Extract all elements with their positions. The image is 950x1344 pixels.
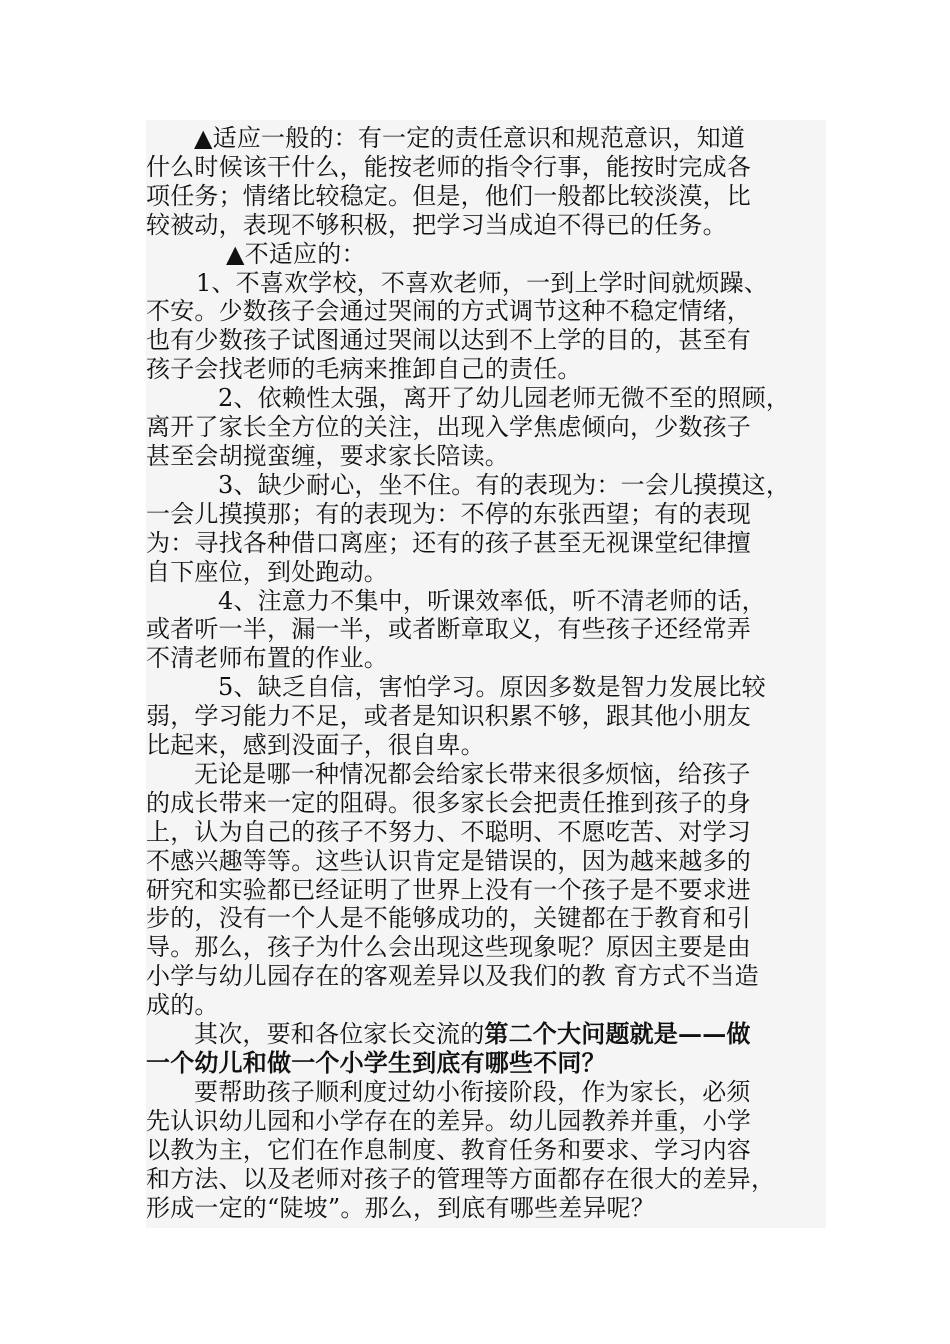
text-line: 为：寻找各种借口离座；还有的孩子甚至无视课堂纪律擅	[146, 528, 751, 557]
article-body	[146, 120, 826, 1228]
text-line: 小学与幼儿园存在的客观差异以及我们的教 育方式不当造	[146, 962, 759, 991]
list-item-4: 4、注意力不集中，听课效率低，听不清老师的话，	[218, 586, 766, 615]
text-line: 一会儿摸摸那；有的表现为：不停的东张西望；有的表现	[146, 499, 751, 528]
text-line: 成的。	[146, 991, 219, 1020]
text-line: 比起来，感到没面子，很自卑。	[146, 731, 485, 760]
list-item-1: 1、不喜欢学校，不喜欢老师，一到上学时间就烦躁、	[196, 268, 769, 297]
paragraph-adapt-general: ▲适应一般的：有一定的责任意识和规范意识，知道	[194, 124, 746, 152]
text-line: 甚至会胡搅蛮缠，要求家长陪读。	[146, 441, 509, 470]
text-line: 自下座位，到处跑动。	[146, 557, 388, 586]
list-item-5: 5、缺乏自信，害怕学习。原因多数是智力发展比较	[218, 673, 766, 702]
text-line: 以教为主，它们在作息制度、教育任务和要求、学习内容	[146, 1135, 751, 1164]
text-line: 或者听一半，漏一半，或者断章取义，有些孩子还经常弄	[146, 615, 751, 644]
paragraph-differences: 要帮助孩子顺利度过幼小衔接阶段，作为家长，必须	[194, 1077, 751, 1106]
paragraph-second-question	[146, 1020, 826, 1049]
text-line: 离开了家长全方位的关注，出现入学焦虑倾向，少数孩子	[146, 413, 751, 442]
text-line: 也有少数孩子试图通过哭闹以达到不上学的目的，甚至有	[146, 326, 751, 355]
text-line: 什么时候该干什么，能按老师的指令行事，能按时完成各	[146, 152, 751, 181]
list-item-2: 2、依赖性太强，离开了幼儿园老师无微不至的照顾，	[218, 384, 791, 413]
paragraph-summary: 无论是哪一种情况都会给家长带来很多烦恼，给孩子	[194, 759, 751, 788]
text-line: 先认识幼儿园和小学存在的差异。幼儿园教养并重，小学	[146, 1106, 751, 1135]
text-line: 不感兴趣等等。这些认识肯定是错误的，因为越来越多的	[146, 846, 751, 875]
list-item-3: 3、缺少耐心，坐不住。有的表现为：一会儿摸摸这，	[218, 470, 791, 499]
text-line: 步的，没有一个人是不能够成功的，关键都在于教育和引	[146, 904, 751, 933]
question-bold-part-2: 一个幼儿和做一个小学生到底有哪些不同？	[146, 1048, 606, 1077]
text-line: 弱，学习能力不足，或者是知识积累不够，跟其他小朋友	[146, 702, 751, 731]
text-line: 项任务；情绪比较稳定。但是，他们一般都比较淡漠，比	[146, 181, 751, 210]
text-line: 导。那么，孩子为什么会出现这些现象呢？原因主要是由	[146, 933, 751, 962]
heading-not-adapted: ▲不适应的：	[226, 239, 366, 268]
text-line: 上，认为自己的孩子不努力、不聪明、不愿吃苦、对学习	[146, 817, 751, 846]
text-line: 较被动，表现不够积极，把学习当成迫不得已的任务。	[146, 210, 727, 239]
text-line: 孩子会找老师的毛病来推卸自己的责任。	[146, 355, 582, 384]
text-line: 和方法、以及老师对孩子的管理等方面都存在很大的差异，	[146, 1164, 776, 1193]
question-prefix: 其次，要和各位家长交流的	[194, 1020, 485, 1049]
text-line: 不清老师布置的作业。	[146, 644, 388, 673]
text-line: 研究和实验都已经证明了世界上没有一个孩子是不要求进	[146, 875, 751, 904]
question-bold-part-1: 第二个大问题就是——做	[484, 1019, 751, 1049]
text-line: 不安。少数孩子会通过哭闹的方式调节这种不稳定情绪，	[146, 297, 751, 326]
text-line: 形成一定的“陡坡”。那么，到底有哪些差异呢？	[146, 1193, 655, 1222]
text-line: 的成长带来一定的阻碍。很多家长会把责任推到孩子的身	[146, 788, 751, 817]
